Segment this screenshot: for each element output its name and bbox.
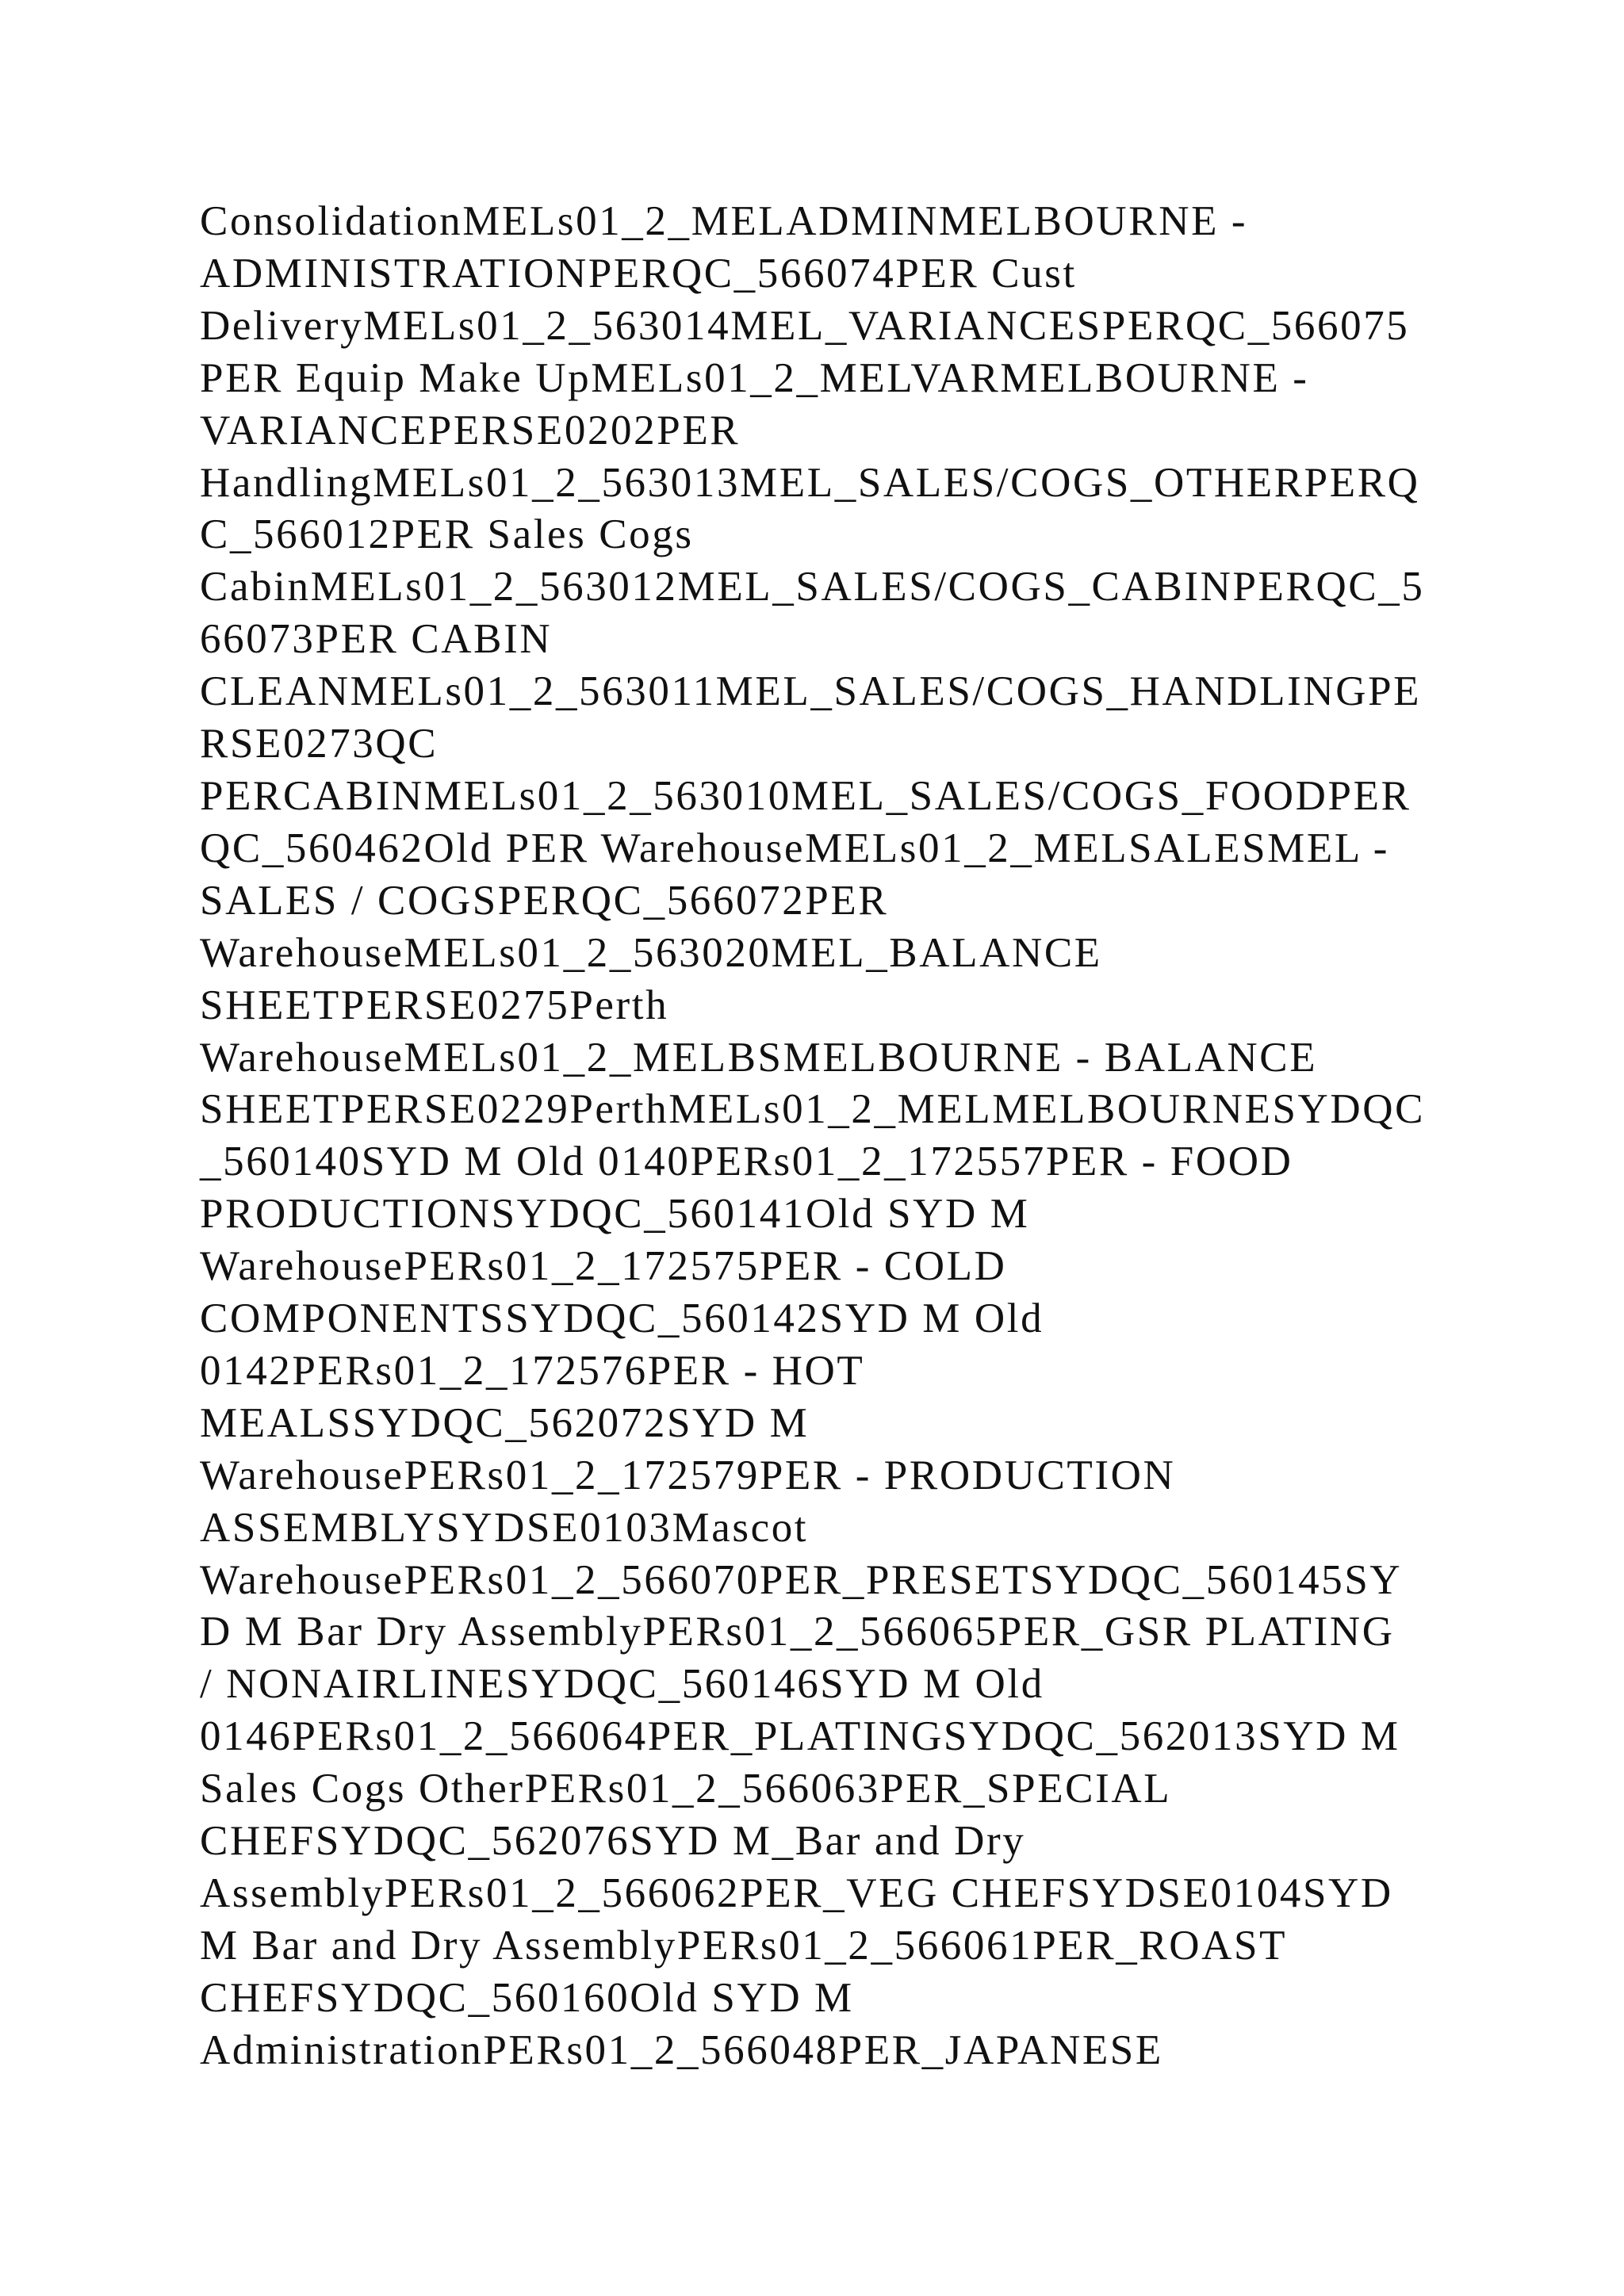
text-line: WarehousePERs01_2_566070PER_PRESETSYDQC_560145SY xyxy=(200,1556,1403,1603)
text-line: WarehouseMELs01_2_MELBSMELBOURNE - BALANCE xyxy=(200,1034,1318,1081)
text-line: 0142PERs01_2_172576PER - HOT xyxy=(200,1347,865,1394)
text-line: WarehousePERs01_2_172575PER - COLD xyxy=(200,1243,1007,1290)
text-line: PRODUCTIONSYDQC_560141Old SYD M xyxy=(200,1191,1030,1238)
text-line: ConsolidationMELs01_2_MELADMINMELBOURNE - xyxy=(200,198,1248,244)
text-line: QC_560462Old PER WarehouseMELs01_2_MELSALESMEL - xyxy=(200,825,1389,871)
text-line: Sales Cogs OtherPERs01_2_566063PER_SPECIAL xyxy=(200,1766,1172,1812)
text-line: CHEFSYDQC_560160Old SYD M xyxy=(200,1974,854,2021)
text-line: M Bar and Dry AssemblyPERs01_2_566061PER_ROAST xyxy=(200,1922,1288,1969)
text-line: WarehousePERs01_2_172579PER - PRODUCTION xyxy=(200,1452,1176,1498)
text-line: DeliveryMELs01_2_563014MEL_VARIANCESPERQC_566075 xyxy=(200,302,1410,349)
text-line: WarehouseMELs01_2_563020MEL_BALANCE xyxy=(200,929,1102,976)
text-line: / NONAIRLINESYDQC_560146SYD M Old xyxy=(200,1661,1044,1708)
text-line: D M Bar Dry AssemblyPERs01_2_566065PER_GSR PLATING xyxy=(200,1609,1395,1655)
text-line: _560140SYD M Old 0140PERs01_2_172557PER - FOOD xyxy=(200,1138,1293,1185)
text-line: HandlingMELs01_2_563013MEL_SALES/COGS_OTHERPERQ xyxy=(200,459,1420,506)
text-line: RSE0273QC xyxy=(200,721,439,767)
text-line: COMPONENTSSYDQC_560142SYD M Old xyxy=(200,1295,1044,1342)
text-line: AssemblyPERs01_2_566062PER_VEG CHEFSYDSE0104SYD xyxy=(200,1870,1393,1916)
text-line: ADMINISTRATIONPERQC_566074PER Cust xyxy=(200,250,1077,297)
text-line: PER Equip Make UpMELs01_2_MELVARMELBOURNE - xyxy=(200,354,1309,401)
text-line: SHEETPERSE0275Perth xyxy=(200,982,669,1028)
text-line: VARIANCEPERSE0202PER xyxy=(200,407,741,453)
text-line: AdministrationPERs01_2_566048PER_JAPANESE xyxy=(200,2026,1163,2073)
text-line: CHEFSYDQC_562076SYD M_Bar and Dry xyxy=(200,1818,1026,1865)
text-line: ASSEMBLYSYDSE0103Mascot xyxy=(200,1504,809,1551)
document-body xyxy=(200,196,1437,2077)
text-line: CabinMELs01_2_563012MEL_SALES/COGS_CABINPERQC_5 xyxy=(200,564,1425,610)
text-line: MEALSSYDQC_562072SYD M xyxy=(200,1399,810,1446)
text-line: C_566012PER Sales Cogs xyxy=(200,511,694,558)
text-line: SHEETPERSE0229PerthMELs01_2_MELMELBOURNESYDQC xyxy=(200,1086,1426,1133)
text-line: 0146PERs01_2_566064PER_PLATINGSYDQC_562013SYD M xyxy=(200,1713,1400,1760)
text-line: 66073PER CABIN xyxy=(200,616,553,663)
text-line: PERCABINMELs01_2_563010MEL_SALES/COGS_FOODPER xyxy=(200,772,1411,819)
text-line: SALES / COGSPERQC_566072PER xyxy=(200,877,889,924)
text-line: CLEANMELs01_2_563011MEL_SALES/COGS_HANDLINGPE xyxy=(200,668,1422,715)
